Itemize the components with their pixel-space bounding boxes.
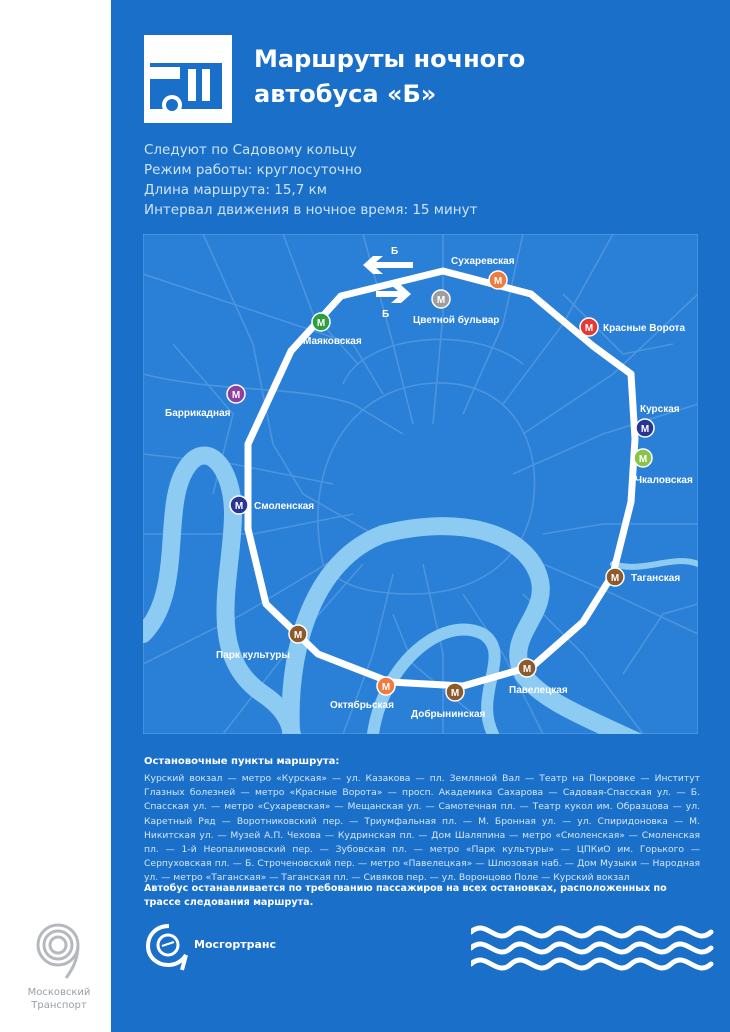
page-title bbox=[254, 42, 525, 112]
station-label: Сухаревская bbox=[451, 256, 515, 267]
metro-letter: М bbox=[231, 390, 241, 401]
stops-note: Автобус останавливается по требованию пассажиров на всех остановках, расположенных по трассе следования маршрута. bbox=[144, 883, 667, 909]
info-line: Следуют по Садовому кольцу bbox=[144, 142, 357, 158]
metro-letter: М bbox=[610, 573, 620, 584]
moscow-transport-logo-icon bbox=[28, 920, 88, 980]
station-label: Цветной бульвар bbox=[413, 315, 500, 326]
metro-letter: М bbox=[436, 295, 446, 306]
station-label: Маяковская bbox=[303, 336, 362, 347]
metro-letter: М bbox=[381, 682, 391, 693]
route-info bbox=[144, 140, 477, 220]
poster bbox=[111, 0, 730, 1032]
metro-letter: М bbox=[450, 688, 460, 699]
metro-letter: М bbox=[640, 424, 650, 435]
title-line-1: Маршруты ночного bbox=[254, 45, 526, 73]
bus-icon bbox=[144, 35, 232, 123]
operator-name: Мосгортранс bbox=[194, 938, 276, 951]
station-label: Красные Ворота bbox=[603, 323, 686, 334]
metro-letter: М bbox=[638, 454, 648, 465]
station-label: Парк культуры bbox=[216, 650, 290, 661]
station-label: Смоленская bbox=[254, 501, 315, 512]
metro-letter: М bbox=[584, 323, 594, 334]
stops-heading: Остановочные пункты маршрута: bbox=[144, 756, 340, 767]
station-label: Октябрьская bbox=[330, 700, 394, 711]
mosgortrans-logo-icon bbox=[144, 922, 194, 972]
metro-letter: М bbox=[293, 630, 303, 641]
waves-logo-icon bbox=[471, 918, 721, 978]
metro-letter: М bbox=[316, 318, 326, 329]
route-letter-top: Б bbox=[391, 246, 399, 257]
info-line: Интервал движения в ночное время: 15 минут bbox=[144, 202, 478, 218]
moscow-transport-name bbox=[14, 986, 104, 1012]
info-line: Длина маршрута: 15,7 км bbox=[144, 182, 327, 198]
station-label: Баррикадная bbox=[165, 408, 231, 419]
stops-list: Курский вокзал — метро «Курская» — ул. Казакова — пл. Земляной Вал — Театр на Покровке — Институт Глазных болезней — метро «Красные Ворота» — просп. Академика Сахарова — Садовая-Спасская ул. — Б. Спасская ул. — метро «Сухаревская» — Мещанская ул. — Самотечная пл. — Театр кукол им. Образцова — ул. Каретный Ряд — Воротниковский пер. — Триумфальная пл. — М. Бронная ул. — ул. Спиридоновка — М. Никитская ул. — Музей А.П. Чехова — Кудринская пл. — Дом Шаляпина — метро «Смоленская» — Смоленская пл. — 1-й Неопалимовский пер. — Зубовская пл. — метро «Парк культуры» — ЦПКиО им. Горького — Серпуховская пл. — Б. Строченовский пер. — метро «Павелецкая» — Шлюзовая наб. — Дом Музыки — Народная ул. — метро «Таганская» — Таганская пл. — Сивяков пер. — ул. Воронцово Поле — Курский вокзал bbox=[144, 773, 700, 884]
route-map bbox=[143, 234, 698, 734]
station-label: Добрынинская bbox=[411, 709, 486, 720]
metro-letter: М bbox=[522, 664, 532, 675]
metro-letter: М bbox=[234, 501, 244, 512]
title-line-2: автобуса «Б» bbox=[254, 80, 437, 108]
route-letter-bottom: Б bbox=[382, 309, 390, 320]
station-label: Курская bbox=[640, 404, 680, 415]
station-label: Чкаловская bbox=[635, 475, 693, 486]
station-label: Павелецкая bbox=[509, 685, 568, 696]
brand-line-1: Московский bbox=[27, 987, 91, 998]
station-label: Таганская bbox=[631, 573, 681, 584]
brand-line-2: Транспорт bbox=[31, 1000, 87, 1011]
info-line: Режим работы: круглосуточно bbox=[144, 162, 362, 178]
metro-letter: М bbox=[493, 276, 503, 287]
